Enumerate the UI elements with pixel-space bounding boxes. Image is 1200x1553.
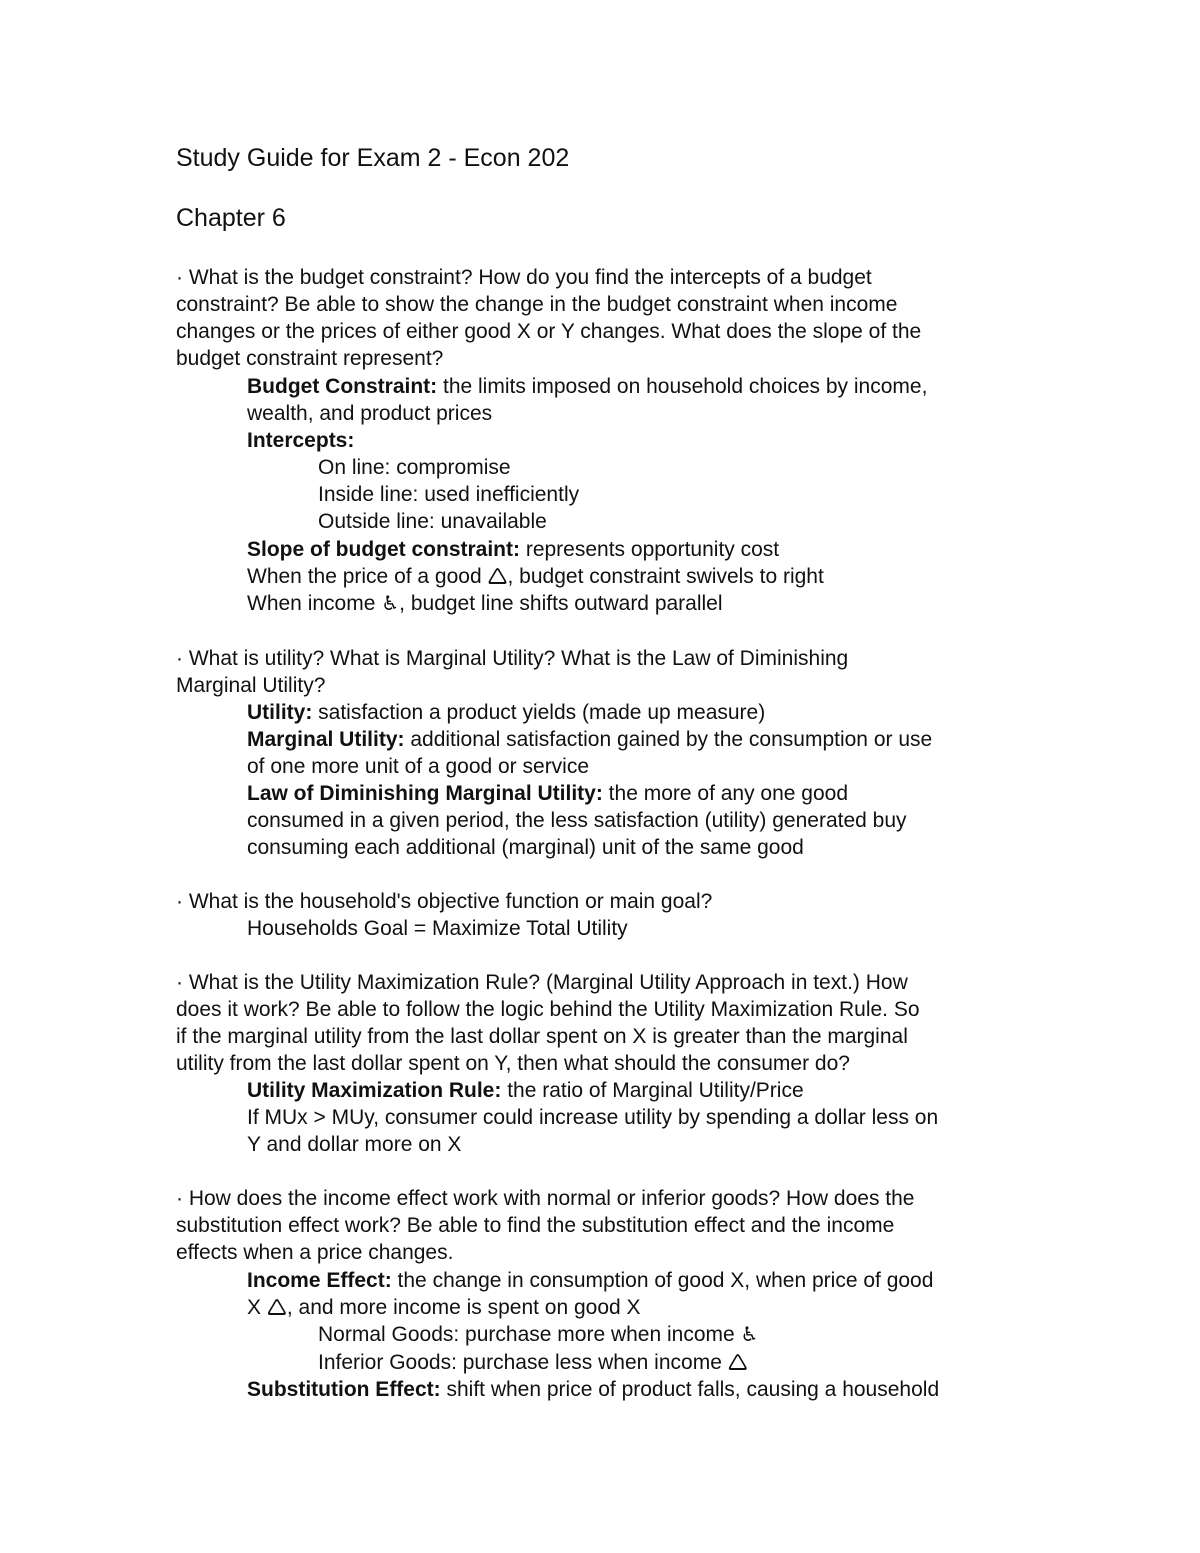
marginal-utility-text-2: of one more unit of a good or service: [247, 755, 590, 778]
normal-goods-text: Normal Goods: purchase more when income: [318, 1323, 741, 1346]
q4-line-4: utility from the last dollar spent on Y, then what should the consumer do?: [176, 1052, 850, 1075]
income-effect-text-2: [247, 1294, 641, 1321]
utility-text: satisfaction a product yields (made up measure): [312, 701, 766, 724]
utility-max-rule-definition: [247, 1077, 804, 1104]
inside-line-item: Inside line: used inefficiently: [318, 483, 580, 506]
increase-triangle-icon: 🛆: [727, 1350, 748, 1374]
law-definition: [247, 780, 848, 807]
law-text-3: consuming each additional (marginal) unit of the same good: [247, 836, 804, 859]
slope-text: represents opportunity cost: [520, 538, 780, 561]
price-change-note: [247, 563, 824, 590]
marginal-utility-term: Marginal Utility:: [247, 728, 405, 751]
marginal-utility-definition: [247, 726, 932, 753]
q2-line-1: · What is utility? What is Marginal Utility? What is the Law of Diminishing: [176, 647, 849, 670]
increase-triangle-icon: 🛆: [487, 564, 508, 588]
income-effect-text-2b: , and more income is spent on good X: [286, 1296, 641, 1319]
substitution-effect-text: shift when price of product falls, causing a household: [440, 1378, 940, 1401]
substitution-effect-term: Substitution Effect:: [247, 1378, 441, 1401]
intercepts-label: Intercepts:: [247, 429, 355, 452]
budget-constraint-term: Budget Constraint:: [247, 375, 438, 398]
decrease-symbol-icon: ♿: [740, 1322, 759, 1346]
q4-line-2: does it work? Be able to follow the logic behind the Utility Maximization Rule. So: [176, 998, 920, 1021]
q1-line-4: budget constraint represent?: [176, 347, 444, 370]
law-text-2: consumed in a given period, the less satisfaction (utility) generated buy: [247, 809, 907, 832]
substitution-effect-definition: [247, 1376, 939, 1403]
inferior-goods-item: [318, 1349, 748, 1376]
intercepts-term: [247, 427, 354, 454]
q5-line-2: substitution effect work? Be able to find the substitution effect and the income: [176, 1214, 895, 1237]
utility-term: Utility:: [247, 701, 313, 724]
income-effect-term: Income Effect:: [247, 1269, 392, 1292]
q1-line-1: · What is the budget constraint? How do you find the intercepts of a budget: [176, 266, 872, 289]
normal-goods-item: [318, 1321, 758, 1348]
income-effect-text: the change in consumption of good X, when price of good: [391, 1269, 934, 1292]
budget-constraint-text-2: wealth, and product prices: [247, 402, 493, 425]
q5-line-3: effects when a price changes.: [176, 1241, 454, 1264]
income-effect-definition: [247, 1267, 933, 1294]
law-term: Law of Diminishing Marginal Utility:: [247, 782, 603, 805]
budget-constraint-text: the limits imposed on household choices by income,: [437, 375, 928, 398]
mu-comparison-line-2: Y and dollar more on X: [247, 1133, 462, 1156]
price-change-text: When the price of a good: [247, 565, 488, 588]
utility-max-rule-term: Utility Maximization Rule:: [247, 1079, 502, 1102]
outside-line-item: Outside line: unavailable: [318, 510, 547, 533]
income-change-text: When income: [247, 592, 382, 615]
slope-definition: [247, 536, 779, 563]
income-effect-text-2a: X: [247, 1296, 267, 1319]
marginal-utility-text: additional satisfaction gained by the consumption or use: [404, 728, 933, 751]
utility-max-rule-text: the ratio of Marginal Utility/Price: [501, 1079, 804, 1102]
budget-constraint-definition: [247, 373, 927, 400]
law-text: the more of any one good: [602, 782, 849, 805]
q4-line-1: · What is the Utility Maximization Rule? (Marginal Utility Approach in text.) How: [176, 971, 908, 994]
q1-line-2: constraint? Be able to show the change in the budget constraint when income: [176, 293, 898, 316]
decrease-symbol-icon: ♿: [381, 591, 400, 615]
q3-line-1: · What is the household's objective function or main goal?: [176, 890, 713, 913]
increase-triangle-icon: 🛆: [266, 1295, 287, 1319]
households-goal: Households Goal = Maximize Total Utility: [247, 917, 628, 940]
price-change-text-2: , budget constraint swivels to right: [507, 565, 824, 588]
q4-line-3: if the marginal utility from the last dollar spent on X is greater than the marginal: [176, 1025, 908, 1048]
chapter-heading: Chapter 6: [176, 204, 286, 232]
slope-term: Slope of budget constraint:: [247, 538, 520, 561]
q2-line-2: Marginal Utility?: [176, 674, 326, 697]
income-change-note: [247, 590, 723, 617]
document-title: Study Guide for Exam 2 - Econ 202: [176, 144, 570, 172]
inferior-goods-text: Inferior Goods: purchase less when income: [318, 1351, 728, 1374]
utility-definition: [247, 699, 765, 726]
on-line-item: On line: compromise: [318, 456, 511, 479]
mu-comparison-line-1: If MUx > MUy, consumer could increase utility by spending a dollar less on: [247, 1106, 939, 1129]
q5-line-1: · How does the income effect work with normal or inferior goods? How does the: [176, 1187, 915, 1210]
income-change-text-2: , budget line shifts outward parallel: [399, 592, 723, 615]
q1-line-3: changes or the prices of either good X or Y changes. What does the slope of the: [176, 320, 922, 343]
